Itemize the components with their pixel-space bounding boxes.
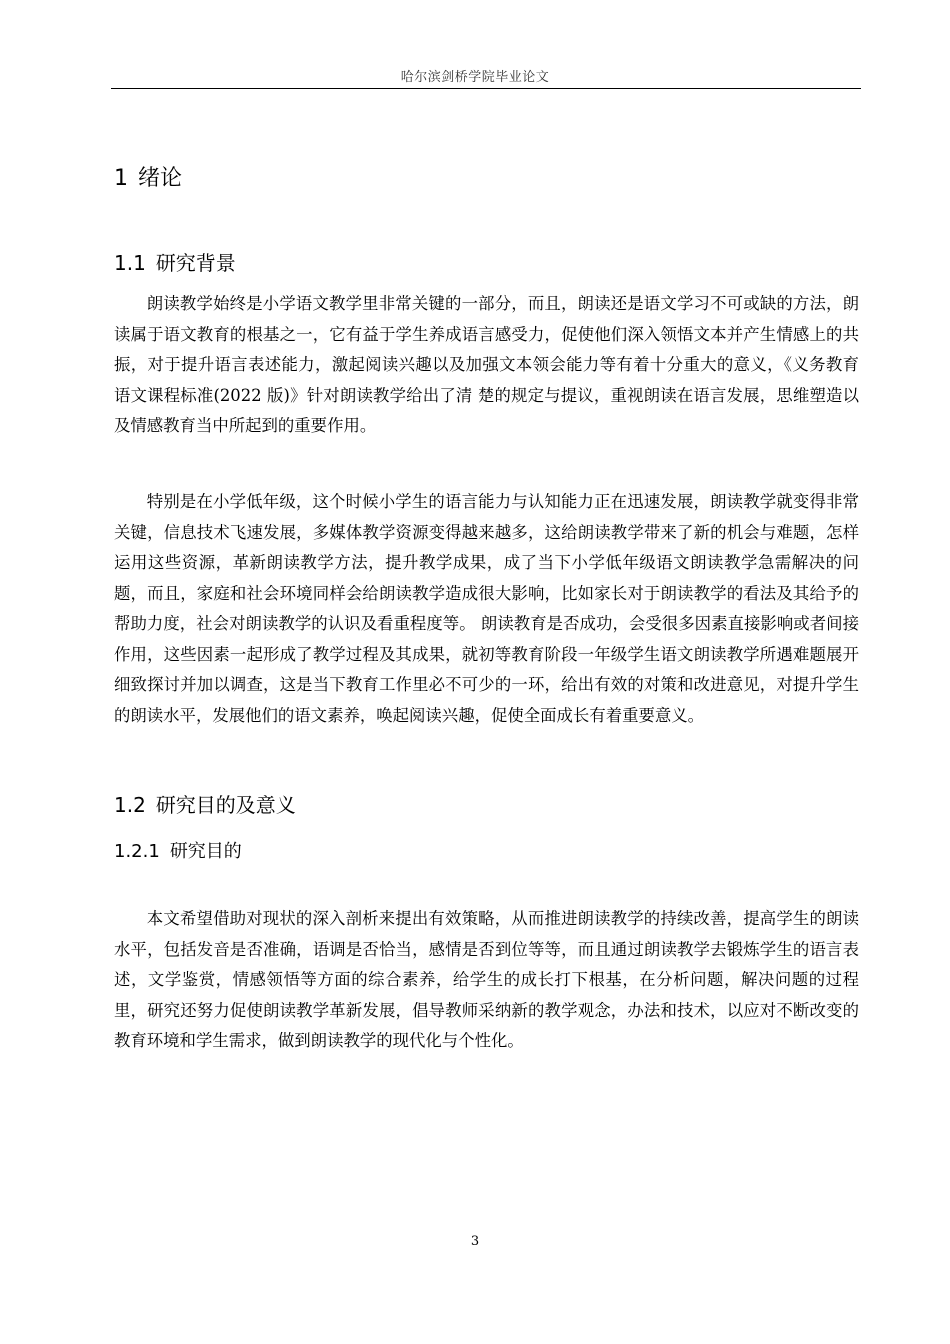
subsection-heading-1-2-1 <box>114 839 242 865</box>
section-title: 研究背景 <box>155 251 236 275</box>
paragraph-background-1: 朗读教学始终是小学语文教学里非常关键的一部分，而且，朗读还是语文学习不可或缺的方法，朗读属于语文教育的根基之一，它有益于学生养成语言感受力，促使他们深入领悟文本并产生情感上的共振，对于提升语言表述能力，激起阅读兴趣以及加强文本领会能力等有着十分重大的意义，《义务教育语文课程标准(2022 版)》针对朗读教学给出了清 楚的规定与提议，重视朗读在语言发展，思维塑造以及情感教育当中所起到的重要作用。 <box>114 294 859 435</box>
chapter-title: 绪论 <box>138 166 183 191</box>
paragraph-purpose: 本文希望借助对现状的深入剖析来提出有效策略，从而推进朗读教学的持续改善，提高学生的朗读水平，包括发音是否准确，语调是否恰当，感情是否到位等等，而且通过朗读教学去锻炼学生的语言表述，文学鉴赏，情感领悟等方面的综合素养，给学生的成长打下根基，在分析问题，解决问题的过程里，研究还努力促使朗读教学革新发展，倡导教师采纳新的教学观念，办法和技术，以应对不断改变的教育环境和学生需求，做到朗读教学的现代化与个性化。 <box>114 909 859 1050</box>
page-number: 3 <box>470 1234 480 1249</box>
chapter-number: 1 <box>114 166 128 191</box>
section-title: 研究目的及意义 <box>155 793 296 817</box>
subsection-title: 研究目的 <box>169 841 242 862</box>
running-header: 哈尔滨剑桥学院毕业论文 <box>400 70 550 85</box>
subsection-number: 1.2.1 <box>114 841 160 862</box>
paragraph-background-2: 特别是在小学低年级，这个时候小学生的语言能力与认知能力正在迅速发展，朗读教学就变得非常关键，信息技术飞速发展，多媒体教学资源变得越来越多，这给朗读教学带来了新的机会与难题，怎样运用这些资源，革新朗读教学方法，提升教学成果，成了当下小学低年级语文朗读教学急需解决的问题，而且，家庭和社会环境同样会给朗读教学造成很大影响，比如家长对于朗读教学的看法及其给予的帮助力度，社会对朗读教学的认识及看重程度等。 朗读教育是否成功，会受很多因素直接影响或者间接作用，这些因素一起形成了教学过程及其成果，就初等教育阶段一年级学生语文朗读教学所遇难题展开细致探讨并加以调查，这是当下教育工作里必不可少的一环，给出有效的对策和改进意见，对提升学生的朗读水平，发展他们的语文素养，唤起阅读兴趣，促使全面成长有着重要意义。 <box>114 492 859 725</box>
section-heading-1-2 <box>114 791 296 819</box>
header-divider <box>111 88 861 89</box>
section-number: 1.1 <box>114 251 146 275</box>
section-number: 1.2 <box>114 793 146 817</box>
section-heading-1-1 <box>114 249 236 277</box>
chapter-heading <box>114 164 182 194</box>
